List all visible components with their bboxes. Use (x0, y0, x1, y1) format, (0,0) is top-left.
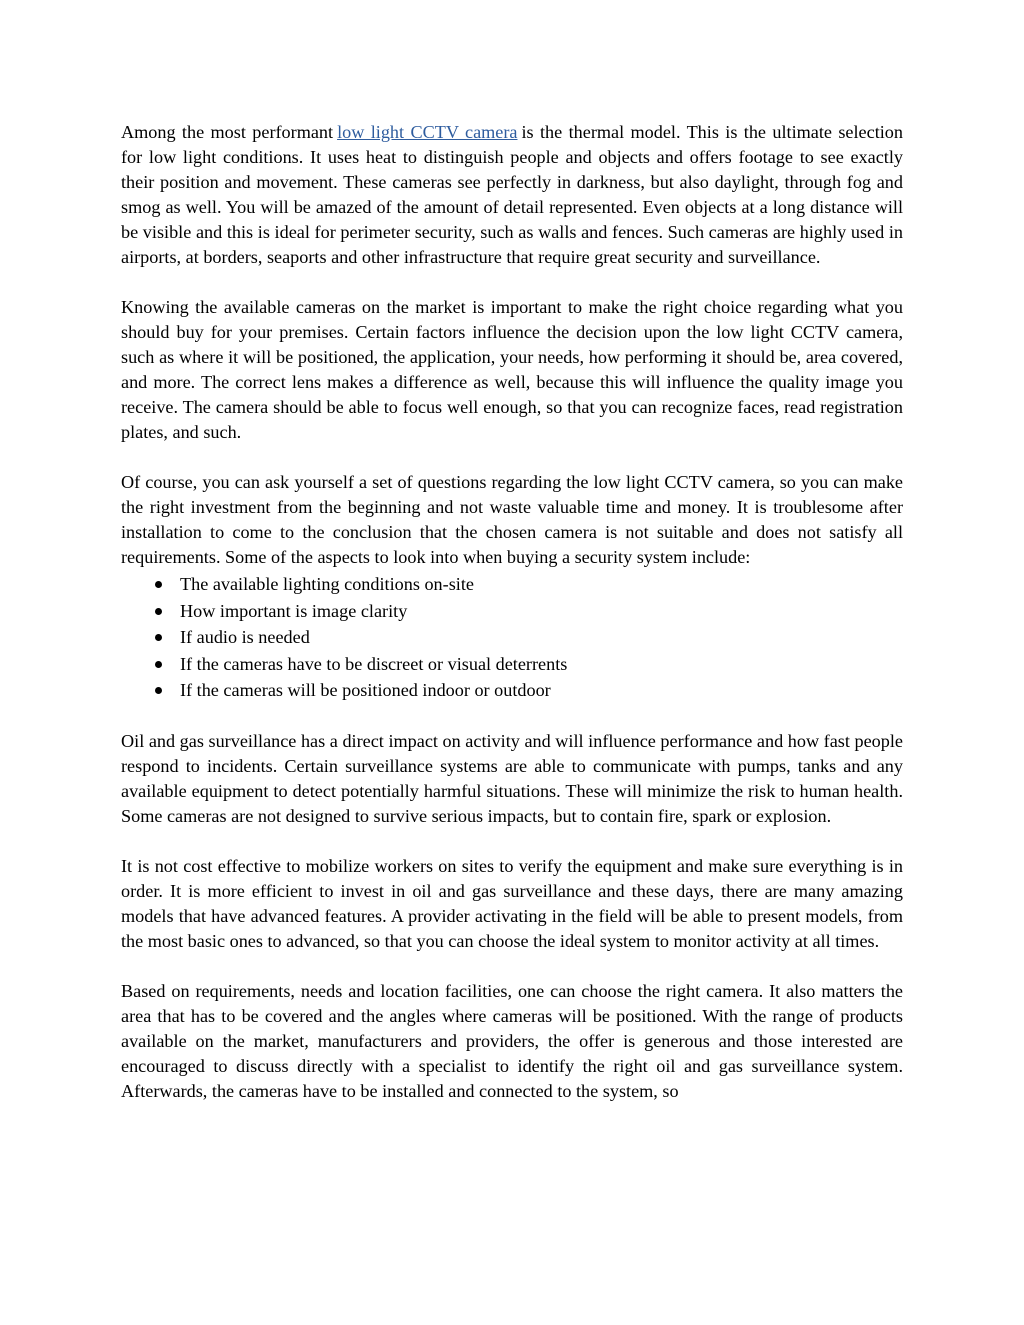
list-item-text: If the cameras will be positioned indoor or outdoor (180, 680, 551, 700)
list-item (121, 624, 903, 651)
list-item-text: If the cameras have to be discreet or visual deterrents (180, 653, 568, 674)
list-item (121, 598, 903, 625)
paragraph-oil-gas-impact: Oil and gas surveillance has a direct impact on activity and will influence performance and how fast people respond to incidents. Certain surveillance systems are able to communicate with pumps, tanks and any available equipment to detect potentially harmful situations. These will minimize the risk to human health. Some cameras are not designed to survive serious impacts, but to contain fire, spark or explosion. (121, 730, 903, 826)
bullet-icon (155, 608, 162, 615)
paragraph-choosing-cameras: Knowing the available cameras on the market is important to make the right choice regarding what you should buy for your premises. Certain factors influence the decision upon the low light CCTV camera, such as where it will be positioned, the application, your needs, how performing it should be, area covered, and more. The correct lens makes a difference as well, because this will influence the quality image you receive. The camera should be able to focus well enough, so that you can recognize faces, read registration plates, and such. (121, 297, 903, 442)
list-item (121, 571, 903, 598)
list-item (121, 677, 903, 704)
paragraph-1-rest: is the thermal model. This is the ultimate selection for low light conditions. It uses heat to distinguish people and objects and offers footage to see exactly their position and movement. These cameras see perfectly in darkness, but also daylight, through fog and smog as well. You will be amazed of the amount of detail represented. Even objects at a long distance will be visible and this is ideal for perimeter security, such as walls and fences. Such cameras are highly used in airports, at borders, seaports and other infrastructure that require great security and surveillance. (121, 122, 903, 267)
requirements-list (121, 571, 903, 704)
paragraph-questions: Of course, you can ask yourself a set of questions regarding the low light CCTV camera, so you can make the right investment from the beginning and not waste valuable time and money. It is troublesome after installation to come to the conclusion that the chosen camera is not suitable and does not satisfy all requirements. Some of the aspects to look into when buying a security system include: (121, 472, 903, 567)
paragraph-thermal-camera (121, 120, 903, 270)
bullet-icon (155, 634, 162, 641)
bullet-icon (155, 661, 162, 668)
bullet-icon (155, 581, 162, 588)
low-light-cctv-camera-link[interactable]: low light CCTV camera (337, 122, 518, 142)
paragraph-1-lead: Among the most performant (121, 122, 334, 142)
bullet-icon (155, 687, 162, 694)
list-item-text: If audio is needed (180, 627, 310, 647)
list-item-text: How important is image clarity (180, 600, 408, 621)
document-page (121, 120, 903, 1129)
paragraph-requirements: Based on requirements, needs and location facilities, one can choose the right camera. It also matters the area that has to be covered and the angles where cameras will be positioned. With the range of products available on the market, manufacturers and providers, the offer is generous and those interested are encouraged to discuss directly with a specialist to identify the right oil and gas surveillance system. Afterwards, the cameras have to be installed and connected to the system, so (121, 980, 903, 1101)
paragraph-cost-effective: It is not cost effective to mobilize workers on sites to verify the equipment and make sure everything is in order. It is more efficient to invest in oil and gas surveillance and these days, there are many amazing models that have advanced features. A provider activating in the field will be able to present models, from the most basic ones to advanced, so that you can choose the ideal system to monitor activity at all times. (121, 855, 903, 951)
list-item-text: The available lighting conditions on-site (180, 574, 474, 594)
list-item (121, 651, 903, 678)
